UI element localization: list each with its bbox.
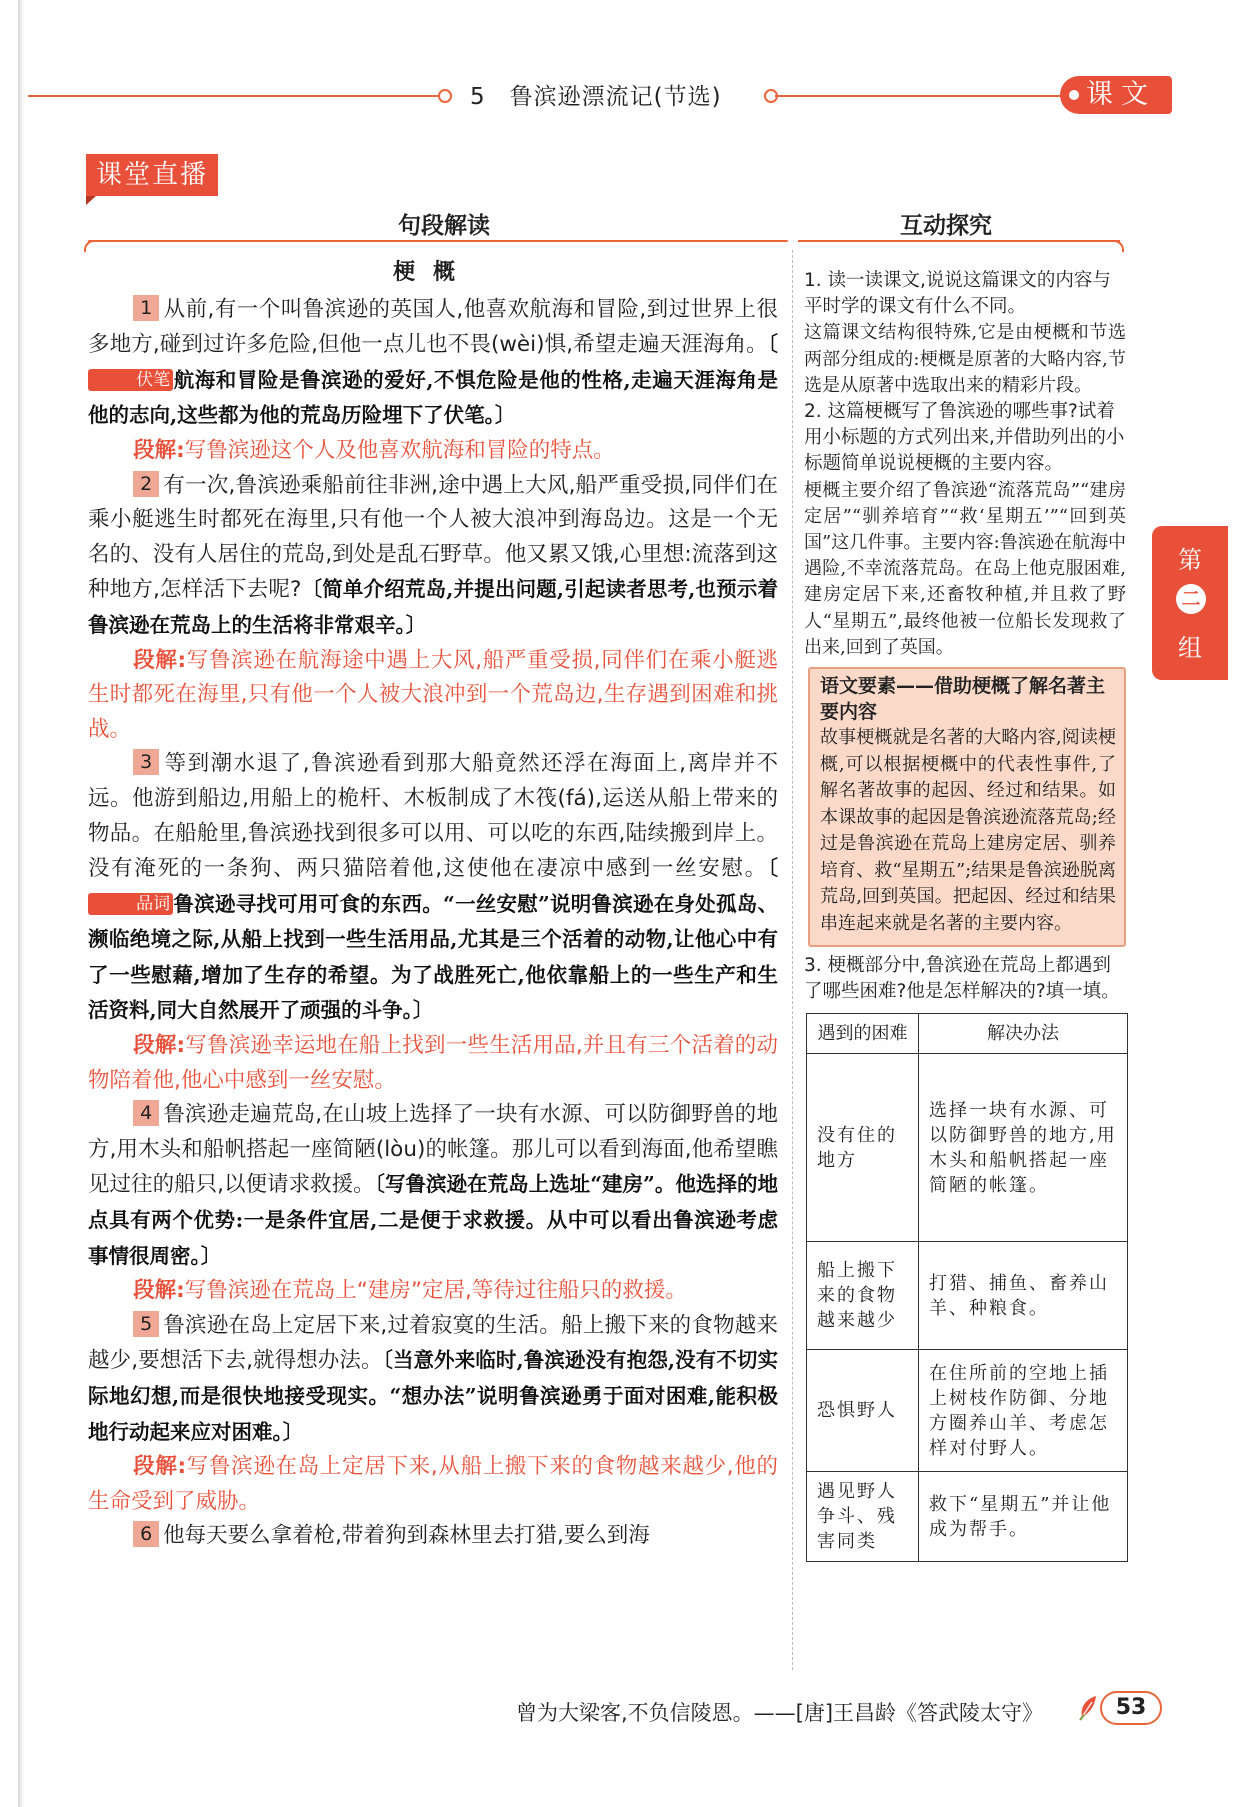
heading-rule-corner-right: [1112, 240, 1124, 252]
table-header-row: [807, 1014, 1128, 1054]
paragraph-analysis: [88, 644, 778, 748]
header-rule-left: [28, 95, 440, 97]
page-number: 53: [1100, 1691, 1162, 1725]
tab-bullet-icon: [1069, 90, 1079, 100]
paragraph-text: 等到潮水退了,鲁滨逊看到那大船竟然还浮在海面上,离岸并不远。他游到船边,用船上的桅杆、木板制成了木筏(fá),运送从船上带来的物品。在船舱里,鲁滨逊找到很多可以用、可以吃的东西,陆续搬到岸上。没有淹死的一条狗、两只猫陪着他,这使他在凄凉中感到一丝安慰。: [88, 751, 778, 882]
paragraph-6: [88, 1519, 778, 1554]
table-cell: 船上搬下来的食物越来越少: [807, 1242, 919, 1350]
table-row: [807, 1472, 1128, 1562]
paragraph-number: 2: [133, 471, 159, 497]
analysis-text: 写鲁滨逊在岛上定居下来,从船上搬下来的食物越来越少,他的生命受到了威胁。: [88, 1454, 779, 1514]
annotation: 〔伏笔 航海和冒险是鲁滨逊的爱好,不惧危险是他的性格,走遍天涯海角是他的志向,这些都为他的荒岛历险埋下了伏笔。〕: [88, 332, 778, 428]
analysis-text: 写鲁滨逊幸运地在船上找到一些生活用品,并且有三个活着的动物陪着他,他心中感到一丝安慰。: [88, 1033, 778, 1093]
analysis-label: 段解:: [133, 437, 185, 463]
paragraph-text: 有一次,鲁滨逊乘船前往非洲,途中遇上大风,船严重受损,同伴们在乘小艇逃生时都死在海里,只有他一个人被大浪冲到海岛边。这是一个无名的、没有人居住的荒岛,到处是乱石野草。他又累又饿,心里想:流落到这种地方,怎样活下去呢?: [88, 472, 778, 603]
side-tab-suffix: 组: [1178, 634, 1202, 662]
table-row: [807, 1054, 1128, 1242]
table-cell: 打猎、捕鱼、畜养山羊、种粮食。: [919, 1242, 1128, 1350]
annotation: 〔写鲁滨逊在荒岛上选址“建房”。他选择的地点具有两个优势:一是条件宜居,二是便于求救援。从中可以看出鲁滨逊考虑事情很周密。〕: [88, 1172, 778, 1268]
analysis-label: 段解:: [133, 1033, 186, 1059]
section-badge: 课堂直播: [86, 154, 218, 196]
annotation-text: 写鲁滨逊在荒岛上选址“建房”。他选择的地点具有两个优势:一是条件宜居,二是便于求救援。从中可以看出鲁滨逊考虑事情很周密。: [88, 1172, 778, 1268]
paragraph-number: 4: [133, 1100, 159, 1126]
table-cell: 在住所前的空地上插上树枝作防御、分地方圈养山羊、考虑怎样对付野人。: [919, 1350, 1128, 1472]
table-cell: 没有住的地方: [807, 1054, 919, 1242]
answer-2: 梗概主要介绍了鲁滨逊“流落荒岛”“建房定居”“驯养培育”“救‘星期五’”“回到英国”这几件事。主要内容:鲁滨逊在航海中遇险,不幸流落荒岛。在岛上他克服困难,建房定居下来,还畜牧种植,并且救了野人“星期五”,最终他被一位船长发现救了出来,回到了英国。: [804, 479, 1126, 658]
left-column-heading: 句段解读: [398, 213, 490, 239]
analysis-label: 段解:: [133, 647, 187, 673]
unit-side-tab: [1152, 526, 1228, 680]
right-heading-rule: [798, 240, 1120, 242]
paragraph-text: 他每天要么拿着枪,带着狗到森林里去打猎,要么到海: [163, 1523, 650, 1549]
left-heading-rule: [88, 240, 788, 242]
analysis-label: 段解:: [133, 1454, 187, 1480]
paragraph-number: 6: [133, 1521, 159, 1547]
kewen-tab: [1060, 76, 1172, 114]
question-2: 2. 这篇梗概写了鲁滨逊的哪些事?试着用小标题的方式列出来,并借助列出的小标题简单说说梗概的主要内容。: [804, 401, 1125, 475]
paragraph-text: 鲁滨逊走遍荒岛,在山坡上选择了一块有水源、可以防御野兽的地方,用木头和船帆搭起一座简陋(lòu)的帐篷。那儿可以看到海面,他希望瞧见过往的船只,以便请求救援。: [88, 1102, 778, 1198]
lesson-title: 5 鲁滨逊漂流记(节选): [470, 84, 722, 110]
table-cell: 选择一块有水源、可以防御野兽的地方,用木头和船帆搭起一座简陋的帐篷。: [919, 1054, 1128, 1242]
annotation-text: 简单介绍荒岛,并提出问题,引起读者思考,也预示着鲁滨逊在荒岛上的生活将非常艰辛。: [88, 577, 779, 637]
annotation-text: 航海和冒险是鲁滨逊的爱好,不惧危险是他的性格,走遍天涯海角是他的志向,这些都为他的荒岛历险埋下了伏笔。: [88, 367, 778, 428]
key-point-title: 语文要素——借助梗概了解名著主要内容: [820, 675, 1106, 724]
annotation: 〔简单介绍荒岛,并提出问题,引起读者思考,也预示着鲁滨逊在荒岛上的生活将非常艰辛。〕: [88, 577, 779, 637]
book-spine-shadow: [18, 0, 24, 1807]
annotation: 〔当意外来临时,鲁滨逊没有抱怨,没有不切实际地幻想,而是很快地接受现实。“想办法”说明鲁滨逊勇于面对困难,能积极地行动起来应对困难。〕: [88, 1348, 779, 1444]
kewen-tab-label: 课文: [1086, 79, 1156, 110]
table-row: [807, 1242, 1128, 1350]
leaf-icon: [1078, 1693, 1100, 1721]
table-cell: 恐惧野人: [807, 1350, 919, 1472]
paragraph-number: 3: [133, 749, 159, 775]
question-1: 1. 读一读课文,说说这篇课文的内容与平时学的课文有什么不同。: [804, 270, 1111, 318]
key-point-body: 故事梗概就是名著的大略内容,阅读梗概,可以根据梗概中的代表性事件,了解名著故事的起因、经过和结果。如本课故事的起因是鲁滨逊流落荒岛;经过是鲁滨逊在荒岛上建房定居、驯养培育、救“星期五”;结果是鲁滨逊脱离荒岛,回到英国。把起因、经过和结果串连起来就是名著的主要内容。: [820, 727, 1116, 934]
answer-1: 这篇课文结构很特殊,它是由梗概和节选两部分组成的:梗概是原著的大略内容,节选是从原著中选取出来的精彩片段。: [804, 322, 1126, 396]
table-header: 遇到的困难: [807, 1014, 919, 1054]
paragraph-5: [88, 1309, 778, 1450]
key-point-box: [808, 667, 1126, 947]
table-row: [807, 1350, 1128, 1472]
analysis-label: 段解:: [133, 1278, 185, 1304]
paragraph-analysis: [88, 434, 778, 469]
reading-column: [88, 256, 778, 1554]
table-cell: 遇见野人争斗、残害同类: [807, 1472, 919, 1562]
paragraph-2: [88, 469, 778, 644]
paragraph-1: [88, 293, 778, 434]
annotation-text: 鲁滨逊寻找可用可食的东西。“一丝安慰”说明鲁滨逊在身处孤岛、濒临绝境之际,从船上找到一些生活用品,尤其是三个活着的动物,让他心中有了一些慰藉,增加了生存的希望。为了战胜死亡,他依靠船上的一些生产和生活资料,同大自然展开了顽强的斗争。: [88, 891, 778, 1023]
table-cell: 救下“星期五”并让他成为帮手。: [919, 1472, 1128, 1562]
paragraph-3: [88, 747, 778, 1029]
section-subtitle: 梗概: [392, 260, 473, 285]
analysis-text: 写鲁滨逊这个人及他喜欢航海和冒险的特点。: [184, 437, 615, 463]
header-rule-right: [775, 95, 1075, 97]
annotation-tag: 品词: [88, 893, 173, 915]
annotation-tag: 伏笔: [88, 369, 173, 391]
difficulty-table: [806, 1013, 1128, 1562]
column-divider: [792, 250, 793, 1670]
paragraph-number: 1: [133, 295, 159, 321]
side-tab-number: 二: [1176, 584, 1206, 614]
footer-quote: 曾为大梁客,不负信陵恩。——[唐]王昌龄《答武陵太守》: [516, 1701, 1044, 1725]
question-3: 3. 梗概部分中,鲁滨逊在荒岛上都遇到了哪些困难?他是怎样解决的?填一填。: [804, 955, 1120, 1003]
exploration-column: [804, 268, 1126, 1562]
side-tab-prefix: 第: [1178, 546, 1202, 574]
annotation: 〔品词 鲁滨逊寻找可用可食的东西。“一丝安慰”说明鲁滨逊在身处孤岛、濒临绝境之际,从船上找到一些生活用品,尤其是三个活着的动物,让他心中有了一些慰藉,增加了生存的希望。为了战胜死亡,他依靠船上的一些生产和生活资料,同大自然展开了顽强的斗争。〕: [88, 856, 778, 1023]
paragraph-analysis: [88, 1450, 778, 1519]
analysis-text: 写鲁滨逊在航海途中遇上大风,船严重受损,同伴们在乘小艇逃生时都死在海里,只有他一个人被大浪冲到一个荒岛边,生存遇到困难和挑战。: [88, 647, 779, 742]
right-column-heading: 互动探究: [900, 213, 992, 239]
paragraph-text: 鲁滨逊在岛上定居下来,过着寂寞的生活。船上搬下来的食物越来越少,要想活下去,就得想办法。: [88, 1312, 778, 1374]
table-header: 解决办法: [919, 1014, 1128, 1054]
paragraph-number: 5: [133, 1311, 159, 1337]
paragraph-analysis: [88, 1029, 778, 1098]
annotation-text: 当意外来临时,鲁滨逊没有抱怨,没有不切实际地幻想,而是很快地接受现实。“想办法”说明鲁滨逊勇于面对困难,能积极地行动起来应对困难。: [88, 1348, 779, 1444]
paragraph-text: 从前,有一个叫鲁滨逊的英国人,他喜欢航海和冒险,到过世界上很多地方,碰到过许多危险,但他一点儿也不畏(wèi)惧,希望走遍天涯海角。: [88, 296, 778, 358]
header-dot-left: [438, 89, 452, 103]
paragraph-analysis: [88, 1274, 778, 1309]
analysis-text: 写鲁滨逊在荒岛上“建房”定居,等待过往船只的救援。: [184, 1278, 687, 1304]
paragraph-4: [88, 1098, 778, 1274]
